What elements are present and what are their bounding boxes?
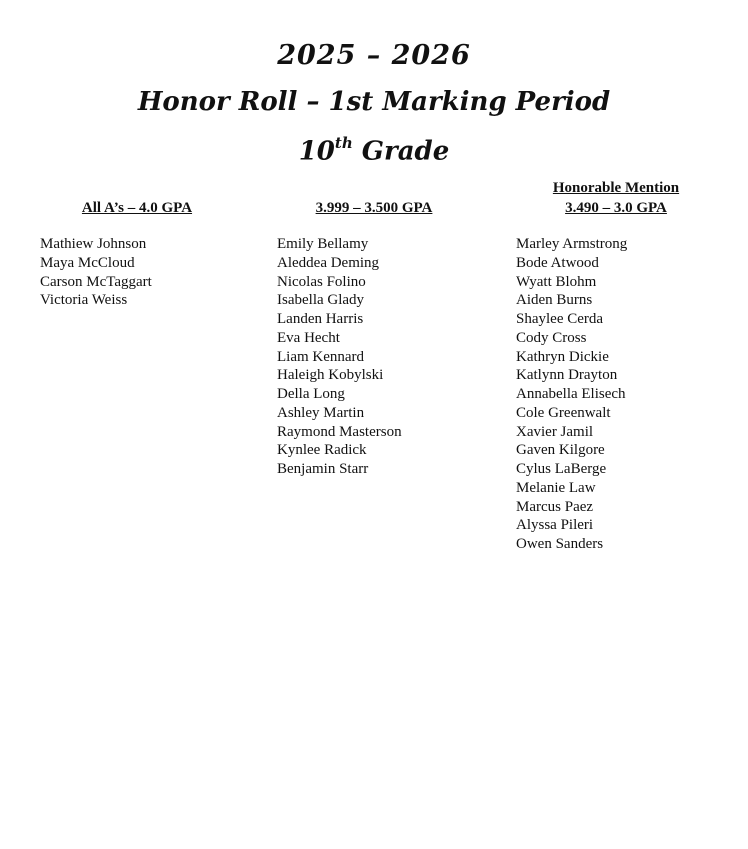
- student-name: Liam Kennard: [277, 348, 365, 365]
- student-name: Aiden Burns: [516, 292, 593, 309]
- honor-roll-title: Honor Roll – 1st Marking Period: [137, 87, 611, 117]
- student-name: Katlynn Drayton: [516, 367, 618, 384]
- student-name: Bode Atwood: [516, 254, 599, 271]
- grade-word: Grade: [361, 136, 450, 167]
- student-name: Isabella Glady: [277, 292, 365, 309]
- student-name: Mathiew Johnson: [40, 236, 147, 252]
- student-name: Victoria Weiss: [40, 292, 128, 309]
- name-list-honorable-mention: [516, 235, 627, 554]
- student-name: Benjamin Starr: [277, 461, 369, 477]
- student-name: Della Long: [277, 386, 345, 402]
- student-name: Melanie Law: [516, 479, 596, 496]
- school-year-title: 2025 – 2026: [277, 40, 471, 71]
- student-name: Landen Harris: [277, 311, 364, 327]
- student-name: Alyssa Pileri: [516, 517, 594, 534]
- grade-number: 10: [298, 136, 335, 167]
- student-name: Cylus LaBerge: [516, 461, 607, 477]
- student-name: Marley Armstrong: [516, 236, 628, 252]
- name-list-3-5-gpa: [277, 235, 402, 479]
- column-heading-3-5-gpa: 3.999 – 3.500 GPA: [315, 200, 433, 216]
- student-name: Maya McCloud: [40, 254, 135, 271]
- student-name: Eva Hecht: [277, 329, 340, 346]
- student-name: Emily Bellamy: [277, 236, 369, 252]
- grade-title: [0, 136, 748, 167]
- student-name: Kathryn Dickie: [516, 348, 609, 365]
- student-name: Haleigh Kobylski: [277, 367, 384, 384]
- student-name: Shaylee Cerda: [516, 311, 604, 327]
- student-name: Xavier Jamil: [516, 423, 594, 440]
- grade-suffix: th: [334, 134, 353, 152]
- student-name: Wyatt Blohm: [516, 273, 597, 290]
- name-list-all-as: [40, 235, 152, 310]
- student-name: Raymond Masterson: [277, 423, 402, 440]
- student-name: Annabella Elisech: [516, 386, 626, 402]
- column-heading-3-0-gpa: 3.490 – 3.0 GPA: [565, 200, 667, 216]
- student-name: Carson McTaggart: [40, 273, 152, 290]
- student-name: Owen Sanders: [516, 536, 604, 552]
- student-name: Cole Greenwalt: [516, 404, 611, 421]
- student-name: Marcus Paez: [516, 498, 594, 515]
- column-heading-honorable-mention: Honorable Mention: [552, 180, 680, 196]
- student-name: Gaven Kilgore: [516, 442, 605, 459]
- student-name: Kynlee Radick: [277, 442, 367, 459]
- student-name: Cody Cross: [516, 329, 587, 346]
- student-name: Aleddea Deming: [277, 254, 380, 271]
- student-name: Nicolas Folino: [277, 273, 366, 290]
- student-name: Ashley Martin: [277, 404, 365, 421]
- column-heading-all-as: All A’s – 4.0 GPA: [81, 200, 193, 216]
